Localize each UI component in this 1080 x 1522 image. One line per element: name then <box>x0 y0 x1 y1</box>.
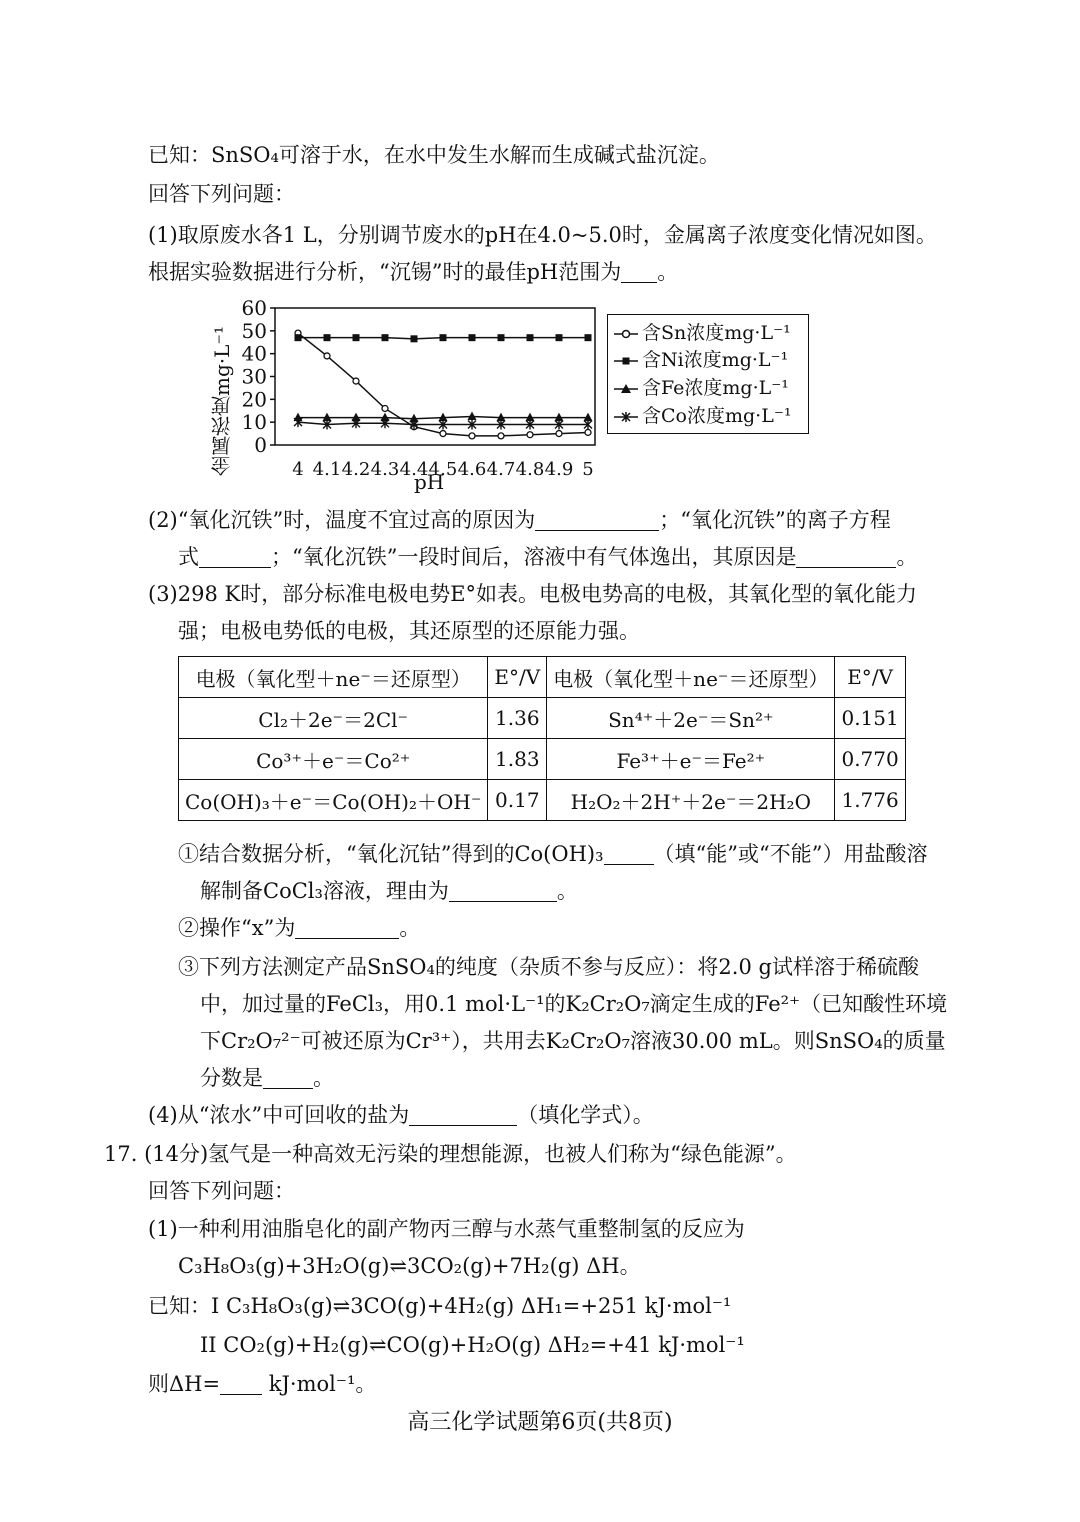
legend-item-ni: 含Ni浓度mg·L⁻¹ <box>614 348 788 372</box>
q2-text-b: ；“氧化沉铁”的离子方程 <box>659 508 891 532</box>
q2-blank-2[interactable] <box>199 545 271 568</box>
cell: Fe³⁺＋e⁻＝Fe²⁺ <box>547 739 835 780</box>
electrode-potential-table <box>178 656 906 821</box>
data-point <box>469 334 476 341</box>
q1-text: 根据实验数据进行分析，“沉锡”时的最佳pH范围为 <box>148 260 622 284</box>
data-point <box>353 378 359 384</box>
legend-item-fe: 含Fe浓度mg·L⁻¹ <box>614 376 789 400</box>
y-tick-label: 30 <box>241 364 267 389</box>
header-electrode-2: 电极（氧化型＋ne⁻＝还原型） <box>547 657 835 698</box>
y-tick-label: 0 <box>254 433 267 457</box>
q17-title: 17. (14分)氢气是一种高效无污染的理想能源，也被人们称为“绿色能源”。 <box>104 1142 797 1166</box>
sub1-text-a: ①结合数据分析，“氧化沉钴”得到的Co(OH)₃ <box>178 842 604 866</box>
cell: Co³⁺＋e⁻＝Co²⁺ <box>179 739 488 780</box>
q17-prompt: 回答下列问题： <box>148 1179 295 1203</box>
data-point <box>585 334 592 341</box>
sub1-text-d: 。 <box>556 879 578 903</box>
q4-text-b: （填化学式）。 <box>517 1103 654 1127</box>
sub2-text-a: ②操作“x”为 <box>178 916 296 940</box>
sub2-text-b: 。 <box>399 916 421 940</box>
sub3-text-d: 分数是 <box>200 1066 263 1090</box>
data-point <box>468 411 477 419</box>
table-row <box>179 698 906 739</box>
q17-known-2: II CO₂(g)+H₂(g)⇌CO(g)+H₂O(g) ΔH₂=+41 kJ·mol⁻¹ <box>200 1333 745 1357</box>
q17-text-g: 则ΔH= <box>148 1372 221 1396</box>
q2-blank-1[interactable] <box>535 508 659 531</box>
table-row <box>179 739 906 780</box>
q4-blank[interactable] <box>409 1103 517 1126</box>
y-tick-label: 10 <box>241 410 267 435</box>
cell: Co(OH)₃＋e⁻＝Co(OH)₂＋OH⁻ <box>179 780 488 821</box>
sub1-line1 <box>178 840 927 868</box>
square-marker-icon <box>614 354 638 368</box>
sub1-text-b: （填“能”或“不能”）用盐酸溶 <box>653 842 928 866</box>
chart-legend <box>607 314 809 434</box>
q2-blank-3[interactable] <box>796 545 896 568</box>
data-point <box>382 405 388 411</box>
chart-plot <box>294 330 593 439</box>
cell: 0.151 <box>835 698 905 739</box>
cell: 0.770 <box>835 739 905 780</box>
chart-axes <box>242 296 595 480</box>
legend-item-sn: 含Sn浓度mg·L⁻¹ <box>614 321 791 345</box>
legend-item-co: 含Co浓度mg·L⁻¹ <box>614 404 791 428</box>
q17-equation: C₃H₈O₃(g)+3H₂O(g)⇌3CO₂(g)+7H₂(g) ΔH。 <box>178 1254 641 1278</box>
q17-known-1: 已知：I C₃H₈O₃(g)⇌3CO(g)+4H₂(g) ΔH₁=+251 kJ·mol⁻¹ <box>148 1294 732 1318</box>
sub1-text-c: 解制备CoCl₃溶液，理由为 <box>200 879 449 903</box>
sub1-blank-1[interactable] <box>604 842 654 865</box>
sub1-blank-2[interactable] <box>449 879 557 902</box>
table-header-row <box>179 657 906 698</box>
sub3-line2: 中，加过量的FeCl₃，用0.1 mol·L⁻¹的K₂Cr₂O₇滴定生成的Fe²⁺（已知酸性环境 <box>200 992 948 1016</box>
data-point <box>440 431 446 437</box>
x-tick-label: 5 <box>582 459 594 480</box>
data-point <box>324 353 330 359</box>
q17-text-h: kJ·mol⁻¹。 <box>268 1372 377 1396</box>
q2-text-e: 。 <box>896 545 918 569</box>
y-tick-label: 60 <box>241 296 267 320</box>
y-tick-label: 50 <box>241 318 267 343</box>
data-point <box>585 429 591 435</box>
data-point <box>527 432 533 438</box>
x-tick-label: 4.2 <box>341 459 371 480</box>
data-point <box>353 334 360 341</box>
data-point <box>556 334 563 341</box>
data-point <box>382 334 389 341</box>
q17-part1: (1)一种利用油脂皂化的副产物丙三醇与水蒸气重整制氢的反应为 <box>148 1217 745 1241</box>
star-marker-icon <box>614 410 638 424</box>
x-tick-label: 4.1 <box>312 459 342 480</box>
y-tick-label: 40 <box>241 341 267 366</box>
q17-blank[interactable] <box>220 1372 262 1395</box>
page-footer: 高三化学试题第6页(共8页) <box>407 1410 673 1435</box>
data-point <box>324 334 331 341</box>
sub3-line4 <box>200 1064 334 1092</box>
data-point <box>498 433 504 439</box>
x-tick-label: 4.6 <box>457 459 487 480</box>
cell: 1.83 <box>488 739 547 780</box>
q3-line2: 强；电极电势低的电极，其还原型的还原能力强。 <box>178 619 640 643</box>
cell: 0.17 <box>488 780 547 821</box>
sub3-line1: ③下列方法测定产品SnSO₄的纯度（杂质不参与反应）：将2.0 g试样溶于稀硫酸 <box>178 955 919 979</box>
header-potential-2: E°/V <box>835 657 905 698</box>
data-point <box>440 334 447 341</box>
q2-text-a: (2)“氧化沉铁”时，温度不宜过高的原因为 <box>148 508 536 532</box>
cell: H₂O₂＋2H⁺＋2e⁻＝2H₂O <box>547 780 835 821</box>
table-row <box>179 780 906 821</box>
triangle-marker-icon <box>614 382 638 396</box>
q2-text-d: ；“氧化沉铁”一段时间后，溶液中有气体逸出，其原因是 <box>271 545 797 569</box>
y-axis-label: 金属浓度mg·L⁻¹ <box>210 326 234 476</box>
q1-end: 。 <box>657 260 679 284</box>
x-tick-label: 4.4 <box>399 459 429 480</box>
circle-marker-icon <box>614 327 638 341</box>
q4-text-a: (4)从“浓水”中可回收的盐为 <box>148 1103 410 1127</box>
q17-answer-line <box>148 1370 376 1398</box>
x-tick-label: 4 <box>292 459 304 480</box>
q4-line <box>148 1101 654 1129</box>
answer-prompt: 回答下列问题： <box>148 182 295 206</box>
data-point <box>469 433 475 439</box>
q2-line2 <box>178 543 917 571</box>
sub1-line2 <box>200 877 578 905</box>
cell: 1.776 <box>835 780 905 821</box>
header-electrode-1: 电极（氧化型＋ne⁻＝还原型） <box>179 657 488 698</box>
data-point <box>295 334 302 341</box>
cell: 1.36 <box>488 698 547 739</box>
q3-line1: (3)298 K时，部分标准电极电势E°如表。电极电势高的电极，其氧化型的氧化能力 <box>148 582 918 606</box>
sub3-line3: 下Cr₂O₇²⁻可被还原为Cr³⁺），共用去K₂Cr₂O₇溶液30.00 mL。则SnSO₄的质量 <box>200 1029 946 1053</box>
q2-text-c: 式 <box>178 545 199 569</box>
q1-line2 <box>148 258 678 286</box>
x-tick-label: 4.8 <box>515 459 545 480</box>
x-axis-label: pH <box>414 470 445 494</box>
data-point <box>498 334 505 341</box>
x-tick-label: 4.9 <box>544 459 574 480</box>
data-point <box>527 334 534 341</box>
sub3-blank[interactable] <box>263 1066 313 1089</box>
q1-line1: (1)取原废水各1 L，分别调节废水的pH在4.0~5.0时，金属离子浓度变化情况如图。 <box>148 223 937 247</box>
y-tick-label: 20 <box>241 387 267 412</box>
header-potential-1: E°/V <box>488 657 547 698</box>
q1-blank[interactable] <box>621 260 657 283</box>
cell: Cl₂＋2e⁻＝2Cl⁻ <box>179 698 488 739</box>
x-tick-label: 4.7 <box>486 459 516 480</box>
known-info: 已知：SnSO₄可溶于水，在水中发生水解而生成碱式盐沉淀。 <box>148 143 720 167</box>
sub3-text-e: 。 <box>313 1066 334 1090</box>
x-tick-label: 4.3 <box>370 459 400 480</box>
q2-line1 <box>148 506 891 534</box>
data-point <box>556 431 562 437</box>
sub2-line <box>178 914 420 942</box>
x-tick-label: 4.5 <box>428 459 458 480</box>
sub2-blank[interactable] <box>295 916 399 939</box>
data-point <box>411 335 418 342</box>
cell: Sn⁴⁺＋2e⁻＝Sn²⁺ <box>547 698 835 739</box>
